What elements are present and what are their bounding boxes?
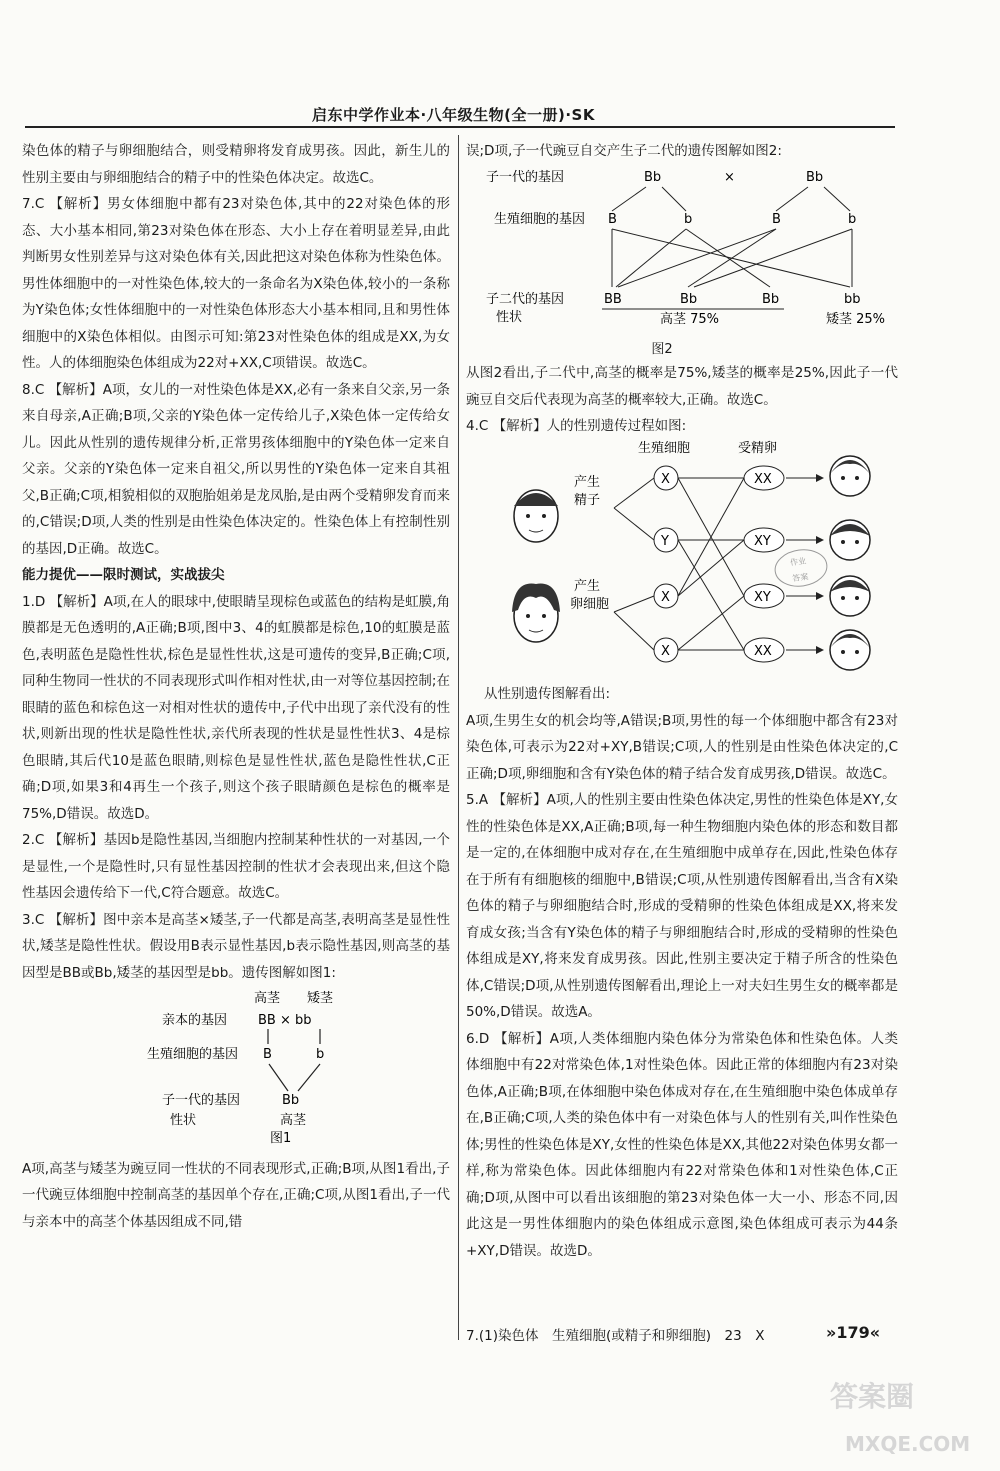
- watermark-url: MXQE.COM: [845, 1432, 971, 1456]
- fig2-cross: ×: [724, 169, 735, 185]
- fig3-mother-label2: 卵细胞: [570, 596, 610, 612]
- fig3-mother-label1: 产生: [574, 578, 601, 594]
- fig2-gamete-2: b: [684, 211, 693, 227]
- fig1-child-gene: Bb: [282, 1093, 300, 1108]
- fig2-tall: 高茎 75%: [660, 311, 720, 327]
- section-heading: 能力提优——限时测试，实战拔尖: [22, 567, 225, 583]
- answer-4-lead: 从性别遗传图解看出:: [484, 686, 611, 702]
- fig3-egg-x2: X: [661, 643, 670, 659]
- fig1-child-label: 子一代的基因: [162, 1093, 241, 1108]
- fig2-gamete-4: b: [848, 211, 857, 227]
- stamp-seal: [773, 546, 830, 589]
- stamp-text-1: 作业: [789, 555, 807, 567]
- boy-face-icon: [830, 520, 870, 560]
- fig2-short: 矮茎 25%: [826, 311, 886, 327]
- answer-8: 8.C 【解析】A项，女儿的一对性染色体是XX,必有一条来自父亲,另一条来自母亲,A正确;B项,父亲的Y染色体一定传给儿子,X染色体一定传给女儿。因此从性别的遗传规律分析,正常男孩体细胞中的Y染色体一定来自父亲。父亲的Y染色体一定来自祖父,所以男性的Y染色体一定来自其祖父,B正确;C项,相貌相似的双胞胎姐弟是龙凤胎,是由两个受精卵发育而来的,C错误;D项,人类的性别是由性染色体决定的。性染色体上有控制性别的基因,D正确。故选C。: [22, 381, 450, 557]
- answer-6: 6.D 【解析】A项,人类体细胞内染色体分为常染色体和性染色体。人类体细胞中有22对常染色体,1对性染色体。因此正常的体细胞内有23对染色体,A正确;B项,在体细胞中染色体成对存在,在生殖细胞中染色体成单存在,B正确;C项,人类的染色体中有一对染色体与人的性别有关,叫作性染色体;男性的性染色体是XY,女性的性染色体是XX,其他22对染色体男女都一样,称为常染色体。因此体细胞内有22对常染色体和1对性染色体,C正确;D项,从图中可以看出该细胞的第23对染色体一大一小、形态不同,因此这是一男性体细胞内的染色体组成示意图,染色体组成可表示为44条+XY,D错误。故选D。: [466, 1030, 898, 1259]
- mother-face-icon: [512, 583, 560, 641]
- answer-3-conclusion: 从图2看出,子二代中,高茎的概率是75%,矮茎的概率是25%,因此子一代豌豆自交后代表现为高茎的概率较大,正确。故选C。: [466, 365, 898, 408]
- fig3-gamete-head: 生殖细胞: [638, 440, 691, 456]
- fig2-offspring-2: Bb: [680, 291, 698, 307]
- fig1-parent-label: 亲本的基因: [162, 1013, 228, 1028]
- answer-7-fill: 7.(1)染色体 生殖细胞(或精子和卵细胞) 23 X: [466, 1328, 765, 1344]
- fig1-tall-label: 高茎: [254, 991, 281, 1006]
- watermark: 答案圈: [830, 1380, 915, 1413]
- father-face-icon: [514, 490, 558, 542]
- girl-face-icon-2: [830, 630, 870, 670]
- fig1-short-label: 矮茎: [307, 991, 334, 1006]
- fig2-gamete-1: B: [608, 211, 617, 227]
- paragraph-continued: 染色体的精子与卵细胞结合，则受精卵将发育成男孩。因此，新生儿的性别主要由与卵细胞结合的精子中的性染色体决定。故选C。: [22, 143, 450, 186]
- page-number: »179«: [826, 1323, 881, 1342]
- fig2-parent2: Bb: [806, 169, 824, 185]
- figure-3-sex-inheritance: [466, 440, 898, 672]
- answer-4-body: A项,生男生女的机会均等,A错误;B项,男性的每一个体细胞中都含有23对染色体,可表示为22对+XY,B错误;C项,人的性别是由性染色体决定的,C正确;D项,卵细胞和含有Y染色体的精子结合发育成男孩,D错误。故选C。: [466, 712, 898, 782]
- fig2-trait-label: 性状: [496, 309, 523, 325]
- fig1-gamete-b: b: [316, 1047, 325, 1062]
- fig2-child-label: 子一代的基因: [486, 169, 565, 185]
- fig1-caption: 图1: [270, 1131, 292, 1146]
- fig3-father-label1: 产生: [574, 474, 601, 490]
- fig3-zygote-4: XX: [754, 643, 772, 659]
- figure-2-genetic-diagram: [466, 165, 898, 335]
- left-column: [22, 138, 450, 1235]
- stamp-text-2: 答案: [791, 571, 809, 583]
- fig3-zygote-1: XX: [754, 471, 772, 487]
- fig2-gamete-label: 生殖细胞的基因: [494, 211, 586, 227]
- fig1-gamete-label: 生殖细胞的基因: [147, 1047, 239, 1062]
- figure-1-genetic-diagram: [22, 986, 450, 1146]
- answer-4: 4.C 【解析】人的性别遗传过程如图:: [466, 418, 687, 434]
- fig3-sperm-x: X: [661, 471, 670, 487]
- fig1-gamete-B: B: [263, 1047, 272, 1062]
- answer-5: 5.A 【解析】A项,人的性别主要由性染色体决定,男性的性染色体是XY,女性的性染色体是XX,A正确;B项,每一种生物细胞内染色体的形态和数目都是一定的,在体细胞中成对存在,在生殖细胞中成单存在,因此,性染色体存在于所有有细胞核的细胞中,B错误;C项,从性别遗传图解看出,当含有X染色体的精子与卵细胞结合时,形成的受精卵的性染色体组成是XX,将来发育成女孩;当含有Y染色体的精子与卵细胞结合时,形成的受精卵的性染色体组成是XY,将来发育成男孩。因此,性别主要决定于精子所含的性染色体,C错误;D项,从性别遗传图解看出,理论上一对夫妇生男生女的概率都是50%,D错误。故选A。: [466, 792, 898, 1020]
- girl-face-icon: [830, 456, 870, 496]
- fig2-parent1: Bb: [644, 169, 662, 185]
- boy-face-icon-2: [830, 576, 870, 616]
- answer-3-end: 误;D项,子一代豌豆自交产生子二代的遗传图解如图2:: [466, 143, 782, 159]
- answer-3-continued: A项,高茎与矮茎为豌豆同一性状的不同表现形式,正确;B项,从图1看出,子一代豌豆体细胞中控制高茎的基因单个存在,正确;C项,从图1看出,子一代与亲本中的高茎个体基因组成不同,错: [22, 1160, 450, 1230]
- column-divider: [458, 135, 459, 1340]
- fig1-child-trait: 高茎: [280, 1113, 307, 1128]
- fig3-father-label2: 精子: [574, 492, 601, 508]
- fig3-zygote-head: 受精卵: [738, 440, 778, 456]
- fig2-gamete-3: B: [772, 211, 781, 227]
- fig3-egg-x1: X: [661, 589, 670, 605]
- fig2-offspring-4: bb: [844, 291, 861, 307]
- answer-7: 7.C 【解析】男女体细胞中都有23对染色体,其中的22对染色体的形态、大小基本相同,第23对染色体在形态、大小上存在着明显差异,由此判断男女性别差异与这对染色体有关,因此把这对染色体称为性染色体。男性体细胞中的一对性染色体,较大的一条命名为X染色体,较小的一条称为Y染色体;女性体细胞中的一对性染色体形态大小基本相同,且和男性体细胞中的X染色体相似。由图示可知:第23对性染色体的组成是XX,为女性。人的体细胞染色体组成为22对+XX,C项错误。故选C。: [22, 196, 450, 371]
- page-header: [25, 104, 895, 128]
- fig3-sperm-y: Y: [661, 533, 669, 549]
- fig2-child2-label: 子二代的基因: [486, 291, 565, 307]
- fig1-trait-label: 性状: [170, 1113, 197, 1128]
- header-title: 启东中学作业本·八年级生物(全一册)·SK: [311, 106, 595, 124]
- right-column: [466, 138, 898, 1264]
- fig3-zygote-3: XY: [754, 589, 771, 605]
- answer-2: 2.C 【解析】基因b是隐性基因,当细胞内控制某种性状的一对基因,一个是显性,一个是隐性时,只有显性基因控制的性状才会表现出来,但这个隐性基因会遗传给下一代,C符合题意。故选C。: [22, 832, 450, 901]
- fig1-parent-genes: BB × bb: [258, 1013, 312, 1028]
- fig3-zygote-2: XY: [754, 533, 771, 549]
- answer-1: 1.D 【解析】A项,在人的眼球中,使眼睛呈现棕色或蓝色的结构是虹膜,角膜都是无色透明的,A正确;B项,图中3、4的虹膜都是棕色,10的虹膜是蓝色,表明蓝色是隐性性状,棕色是显性性状,这是可遗传的变异,B正确;C项,同种生物同一性状的不同表现形式叫作相对性状,由一对等位基因控制;在眼睛的蓝色和棕色这一对相对性状的遗传中,子代中出现了亲代没有的性状,则新出现的性状是隐性性状,亲代所表现的性状是显性性状3、4是棕色眼睛,其后代10是蓝色眼睛,则棕色是显性性状,蓝色是隐性性状,C正确;D项,如果3和4再生一个孩子,则这个孩子眼睛颜色是棕色的概率是75%,D错误。故选D。: [22, 593, 450, 822]
- fig2-offspring-3: Bb: [762, 291, 780, 307]
- answer-3: 3.C 【解析】图中亲本是高茎×矮茎,子一代都是高茎,表明高茎是显性性状,矮茎是隐性性状。假设用B表示显性基因,b表示隐性基因,则高茎的基因型是BB或Bb,矮茎的基因型是bb。遗传图解如图1:: [22, 911, 450, 981]
- fig2-offspring-1: BB: [604, 291, 622, 307]
- fig2-caption: 图2: [651, 342, 673, 357]
- page-number-value: 179: [836, 1323, 870, 1342]
